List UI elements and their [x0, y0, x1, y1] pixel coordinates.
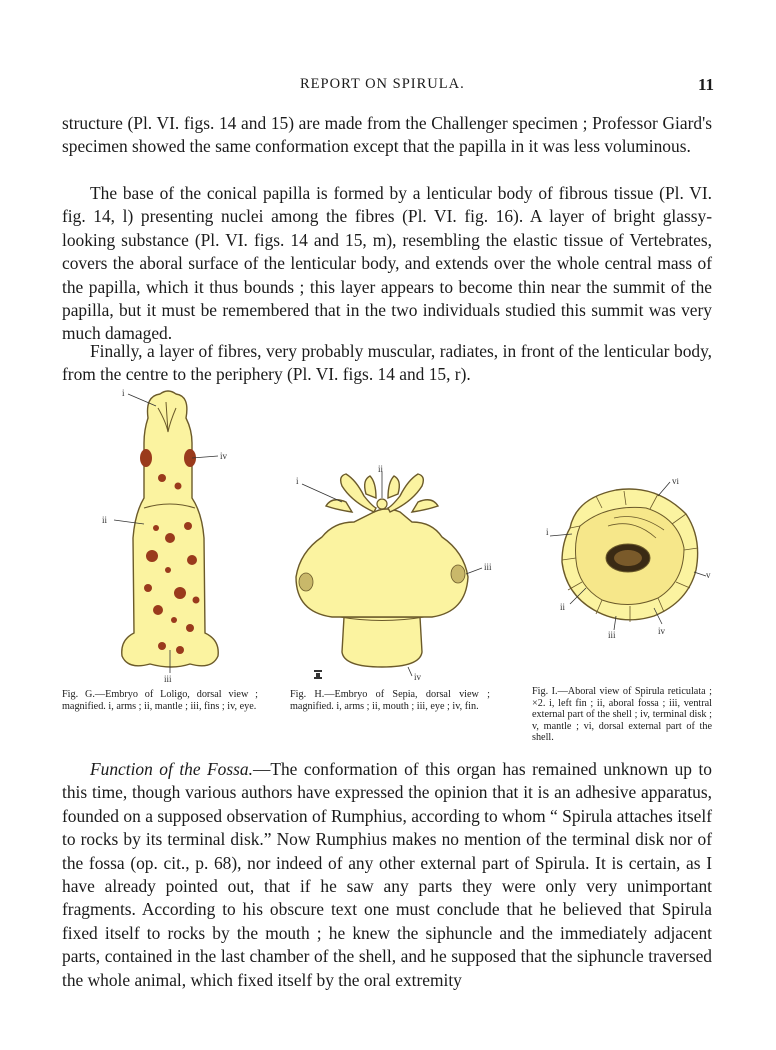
section-text: —The conformation of this organ has remained unknown up to this time, though various authors have expressed the opinion that it is an adhesive apparatus, founded on a supposed observation of Rumphius, according to whom “ Spirula attaches itself to rocks by its terminal disk.” Now Rumphius makes no mention of the terminal disk nor of the fossa (op. cit., p. 68), nor indeed of any other external part of Spirula. It is certain, as I have already pointed out, that if he saw any parts they were only very unimportant fragments. According to his obscure text one must conclude that he believed that Spirula fixed itself to rocks by the mouth ; he knew the siphuncle and the immediately adjacent parts, contained in the last chamber of the shell, and he supposed that the siphuncle traversed the whole animal, which fixed itself by the oral extremity — [62, 759, 713, 990]
fig-i-label-iii: iii — [608, 630, 616, 640]
fig-g-label-i: i — [122, 388, 125, 398]
fig-i-label-ii: ii — [560, 602, 566, 612]
fig-i-label-iv: iv — [658, 626, 666, 636]
figure-g-caption: Fig. G.—Embryo of Loligo, dorsal view ; magnified. i, arms ; ii, mantle ; iii, fins ; iv, eye. — [62, 689, 258, 712]
running-title: REPORT ON SPIRULA. — [300, 76, 465, 92]
fig-i-label-v: v — [706, 570, 711, 580]
page-header — [0, 76, 776, 98]
section-function-of-fossa — [62, 758, 712, 992]
page-number: 11 — [697, 75, 714, 94]
fig-h-label-iv: iv — [414, 672, 422, 682]
figure-g-loligo-embryo — [100, 388, 250, 683]
figure-h-sepia-embryo — [282, 462, 502, 682]
fig-h-label-ii: ii — [378, 464, 384, 474]
fig-g-label-iv: iv — [220, 451, 228, 461]
fig-g-label-ii: ii — [102, 515, 108, 525]
fig-i-label-i: i — [546, 527, 549, 537]
fig-g-label-iii: iii — [164, 674, 172, 683]
figure-h-caption: Fig. H.—Embryo of Sepia, dorsal view ; magnified. i, arms ; ii, mouth ; iii, eye ; iv, fin. — [290, 689, 490, 712]
section-heading: Function of the Fossa. — [90, 759, 253, 779]
fig-h-label-iii: iii — [484, 562, 492, 572]
figure-i-caption: Fig. I.—Aboral view of Spirula reticulata ; ×2. i, left fin ; ii, aboral fossa ; iii, ventral external part of the shell ; iv, terminal disk ; v, mantle ; vi, dorsal external part of the shell. — [532, 686, 712, 743]
fig-i-label-vi: vi — [672, 478, 680, 486]
figure-i-spirula-aboral — [546, 478, 716, 643]
paragraph-3: Finally, a layer of fibres, very probably muscular, radiates, in front of the lenticular body, from the centre to the periphery (Pl. VI. figs. 14 and 15, r). — [62, 341, 712, 385]
paragraph-1: structure (Pl. VI. figs. 14 and 15) are made from the Challenger specimen ; Professor Giard's specimen showed the same conformation except that the papilla in it was less voluminous. — [62, 113, 712, 157]
fig-h-label-i: i — [296, 476, 299, 486]
paragraph-2: The base of the conical papilla is formed by a lenticular body of fibrous tissue (Pl. VI. fig. 14, l) presenting nuclei among the fibres (Pl. VI. fig. 16). A layer of bright glassy-looking substance (Pl. VI. figs. 14 and 15, m), resembling the elastic tissue of Vertebrates, covers the aboral surface of the lenticular body, and extends over the whole central mass of the papilla, which it thus bounds ; this layer appears to become thin near the summit of the papilla, but it must be remembered that in the two individuals studied this summit was very much damaged. — [62, 183, 712, 344]
